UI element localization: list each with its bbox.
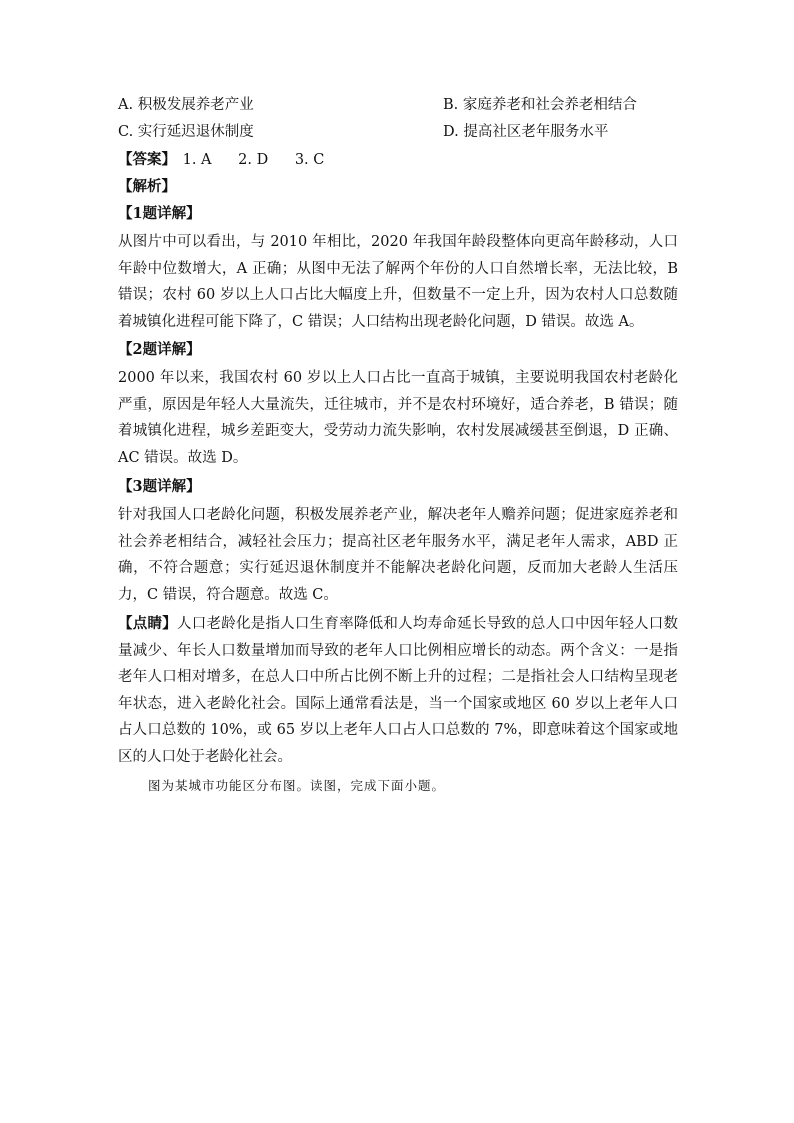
- q3-text: 针对我国人口老龄化问题，积极发展养老产业，解决老年人赡养问题；促进家庭养老和社会养老相结合，减轻社会压力；提高社区老年服务水平，满足老年人需求，ABD 正确，不符合题意；实行延迟退休制度并不能解决老龄化问题，反而加大老龄人生活压力，C 错误，符合题意。故选 C。: [118, 507, 678, 603]
- answer-label: 【答案】: [118, 151, 176, 168]
- q2-text: 2000 年以来，我国农村 60 岁以上人口占比一直高于城镇，主要说明我国农村老龄化严重，原因是年轻人大量流失，迁往城市，并不是农村环境好，适合养老，B 错误；随着城镇化进程，城乡差距变大，受劳动力流失影响，农村发展减缓甚至倒退，D 正确、AC 错误。故选 D。: [118, 370, 678, 466]
- next-question-caption: 图为某城市功能区分布图。读图，完成下面小题。: [148, 778, 446, 793]
- option-b: B. 家庭养老和社会养老相结合: [443, 97, 637, 113]
- q1-text: 从图片中可以看出，与 2010 年相比，2020 年我国年龄段整体向更高年龄移动，人口年龄中位数增大，A 正确；从图中无法了解两个年份的人口自然增长率，无法比较，B 错误；农村 60 岁以上人口占比大幅度上升，但数量不一定上升，因为农村人口总数随着城镇化进程可能下降了，C 错误；人口结构出现老龄化问题，D 错误。故选 A。: [118, 234, 678, 330]
- q1-heading: 【1题详解】: [118, 205, 201, 222]
- analysis-label: 【解析】: [118, 178, 176, 195]
- note-label: 【点睛】: [118, 615, 177, 632]
- answer-item-3: 3. C: [294, 152, 325, 168]
- option-a: A. 积极发展养老产业: [118, 97, 254, 113]
- note-paragraph: [118, 611, 678, 770]
- q2-heading: 【2题详解】: [118, 341, 201, 358]
- answer-line: [118, 150, 346, 170]
- q3-heading: 【3题详解】: [118, 478, 201, 495]
- option-c: C. 实行延迟退休制度: [118, 124, 254, 140]
- answer-item-1: 1. A: [182, 152, 212, 168]
- option-d: D. 提高社区老年服务水平: [443, 124, 609, 140]
- answer-item-2: 2. D: [238, 152, 269, 168]
- note-text: 人口老龄化是指人口生育率降低和人均寿命延长导致的总人口中因年轻人口数量减少、年长人口数量增加而导致的老年人口比例相应增长的动态。两个含义：一是指老年人口相对增多，在总人口中所占比例不断上升的过程；二是指社会人口结构呈现老年状态，进入老龄化社会。国际上通常看法是，当一个国家或地区 60 岁以上老年人口占人口总数的 10%，或 65 岁以上老年人口占人口总数的 7%，即意味着这个国家或地区的人口处于老龄化社会。: [118, 616, 679, 765]
